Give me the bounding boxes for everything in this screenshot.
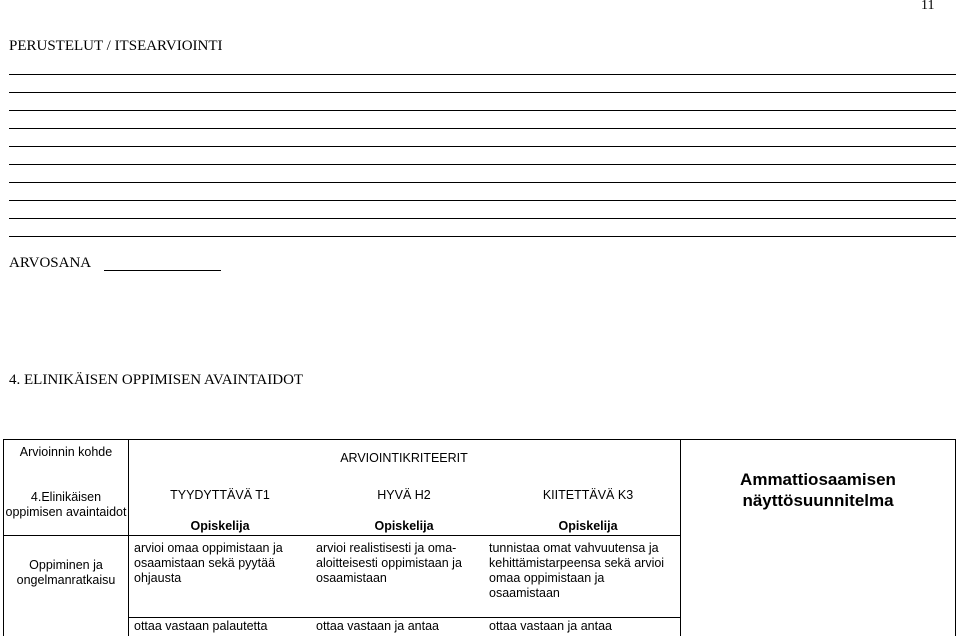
table-divider — [3, 535, 681, 536]
writing-line — [9, 236, 956, 237]
row-target-learning: Oppiminen ja ongelmanratkaisu — [16, 558, 116, 587]
table-divider — [128, 439, 129, 636]
writing-line — [9, 218, 956, 219]
writing-line — [9, 164, 956, 165]
subject-h2: Opiskelija — [374, 519, 434, 533]
criterion-t1-row2: ottaa vastaan palautetta — [134, 619, 268, 633]
writing-line — [9, 110, 956, 111]
page-number: 11 — [921, 0, 935, 13]
criterion-h2-row2: ottaa vastaan ja antaa — [316, 619, 440, 633]
writing-line — [9, 128, 956, 129]
subject-k3: Opiskelija — [558, 519, 618, 533]
criterion-k3-row2: ottaa vastaan ja antaa — [489, 619, 613, 633]
section-title-self-assessment: PERUSTELUT / ITSEARVIOINTI — [9, 38, 223, 54]
table-divider — [128, 617, 681, 618]
table-border — [3, 439, 4, 636]
criteria-header: ARVIOINTIKRITEERIT — [340, 451, 468, 465]
criterion-h2-row1: arvioi realistisesti ja oma-aloitteisesti oppimistaan ja osaamistaan — [316, 541, 462, 585]
criterion-k3-row1: tunnistaa omat vahvuutensa ja kehittämistarpeensa sekä arvioi omaa oppimistaan ja osaamistaan — [489, 541, 665, 600]
writing-line — [9, 92, 956, 93]
subject-t1: Opiskelija — [190, 519, 250, 533]
criterion-t1-row1: arvioi omaa oppimistaan ja osaamistaan sekä pyytää ohjausta — [134, 541, 283, 585]
demonstration-plan-header: Ammattiosaamisen näyttösuunnitelma — [740, 470, 896, 510]
grade-blank-line — [104, 270, 221, 271]
writing-line — [9, 146, 956, 147]
table-border — [3, 439, 956, 440]
criteria-table — [3, 439, 956, 636]
level-t1: TYYDYTTÄVÄ T1 — [170, 488, 270, 502]
writing-line — [9, 200, 956, 201]
key-skills-header: 4.Elinikäisen oppimisen avaintaidot — [5, 490, 127, 519]
level-h2: HYVÄ H2 — [377, 488, 431, 502]
grade-label: ARVOSANA — [9, 255, 92, 271]
writing-line — [9, 74, 956, 75]
level-k3: KIITETTÄVÄ K3 — [542, 488, 634, 502]
writing-line — [9, 182, 956, 183]
table-border — [955, 439, 956, 636]
section-title-key-skills: 4. ELINIKÄISEN OPPIMISEN AVAINTAIDOT — [9, 372, 304, 388]
assessment-target-header: Arvioinnin kohde — [19, 445, 113, 459]
table-divider — [680, 439, 681, 636]
